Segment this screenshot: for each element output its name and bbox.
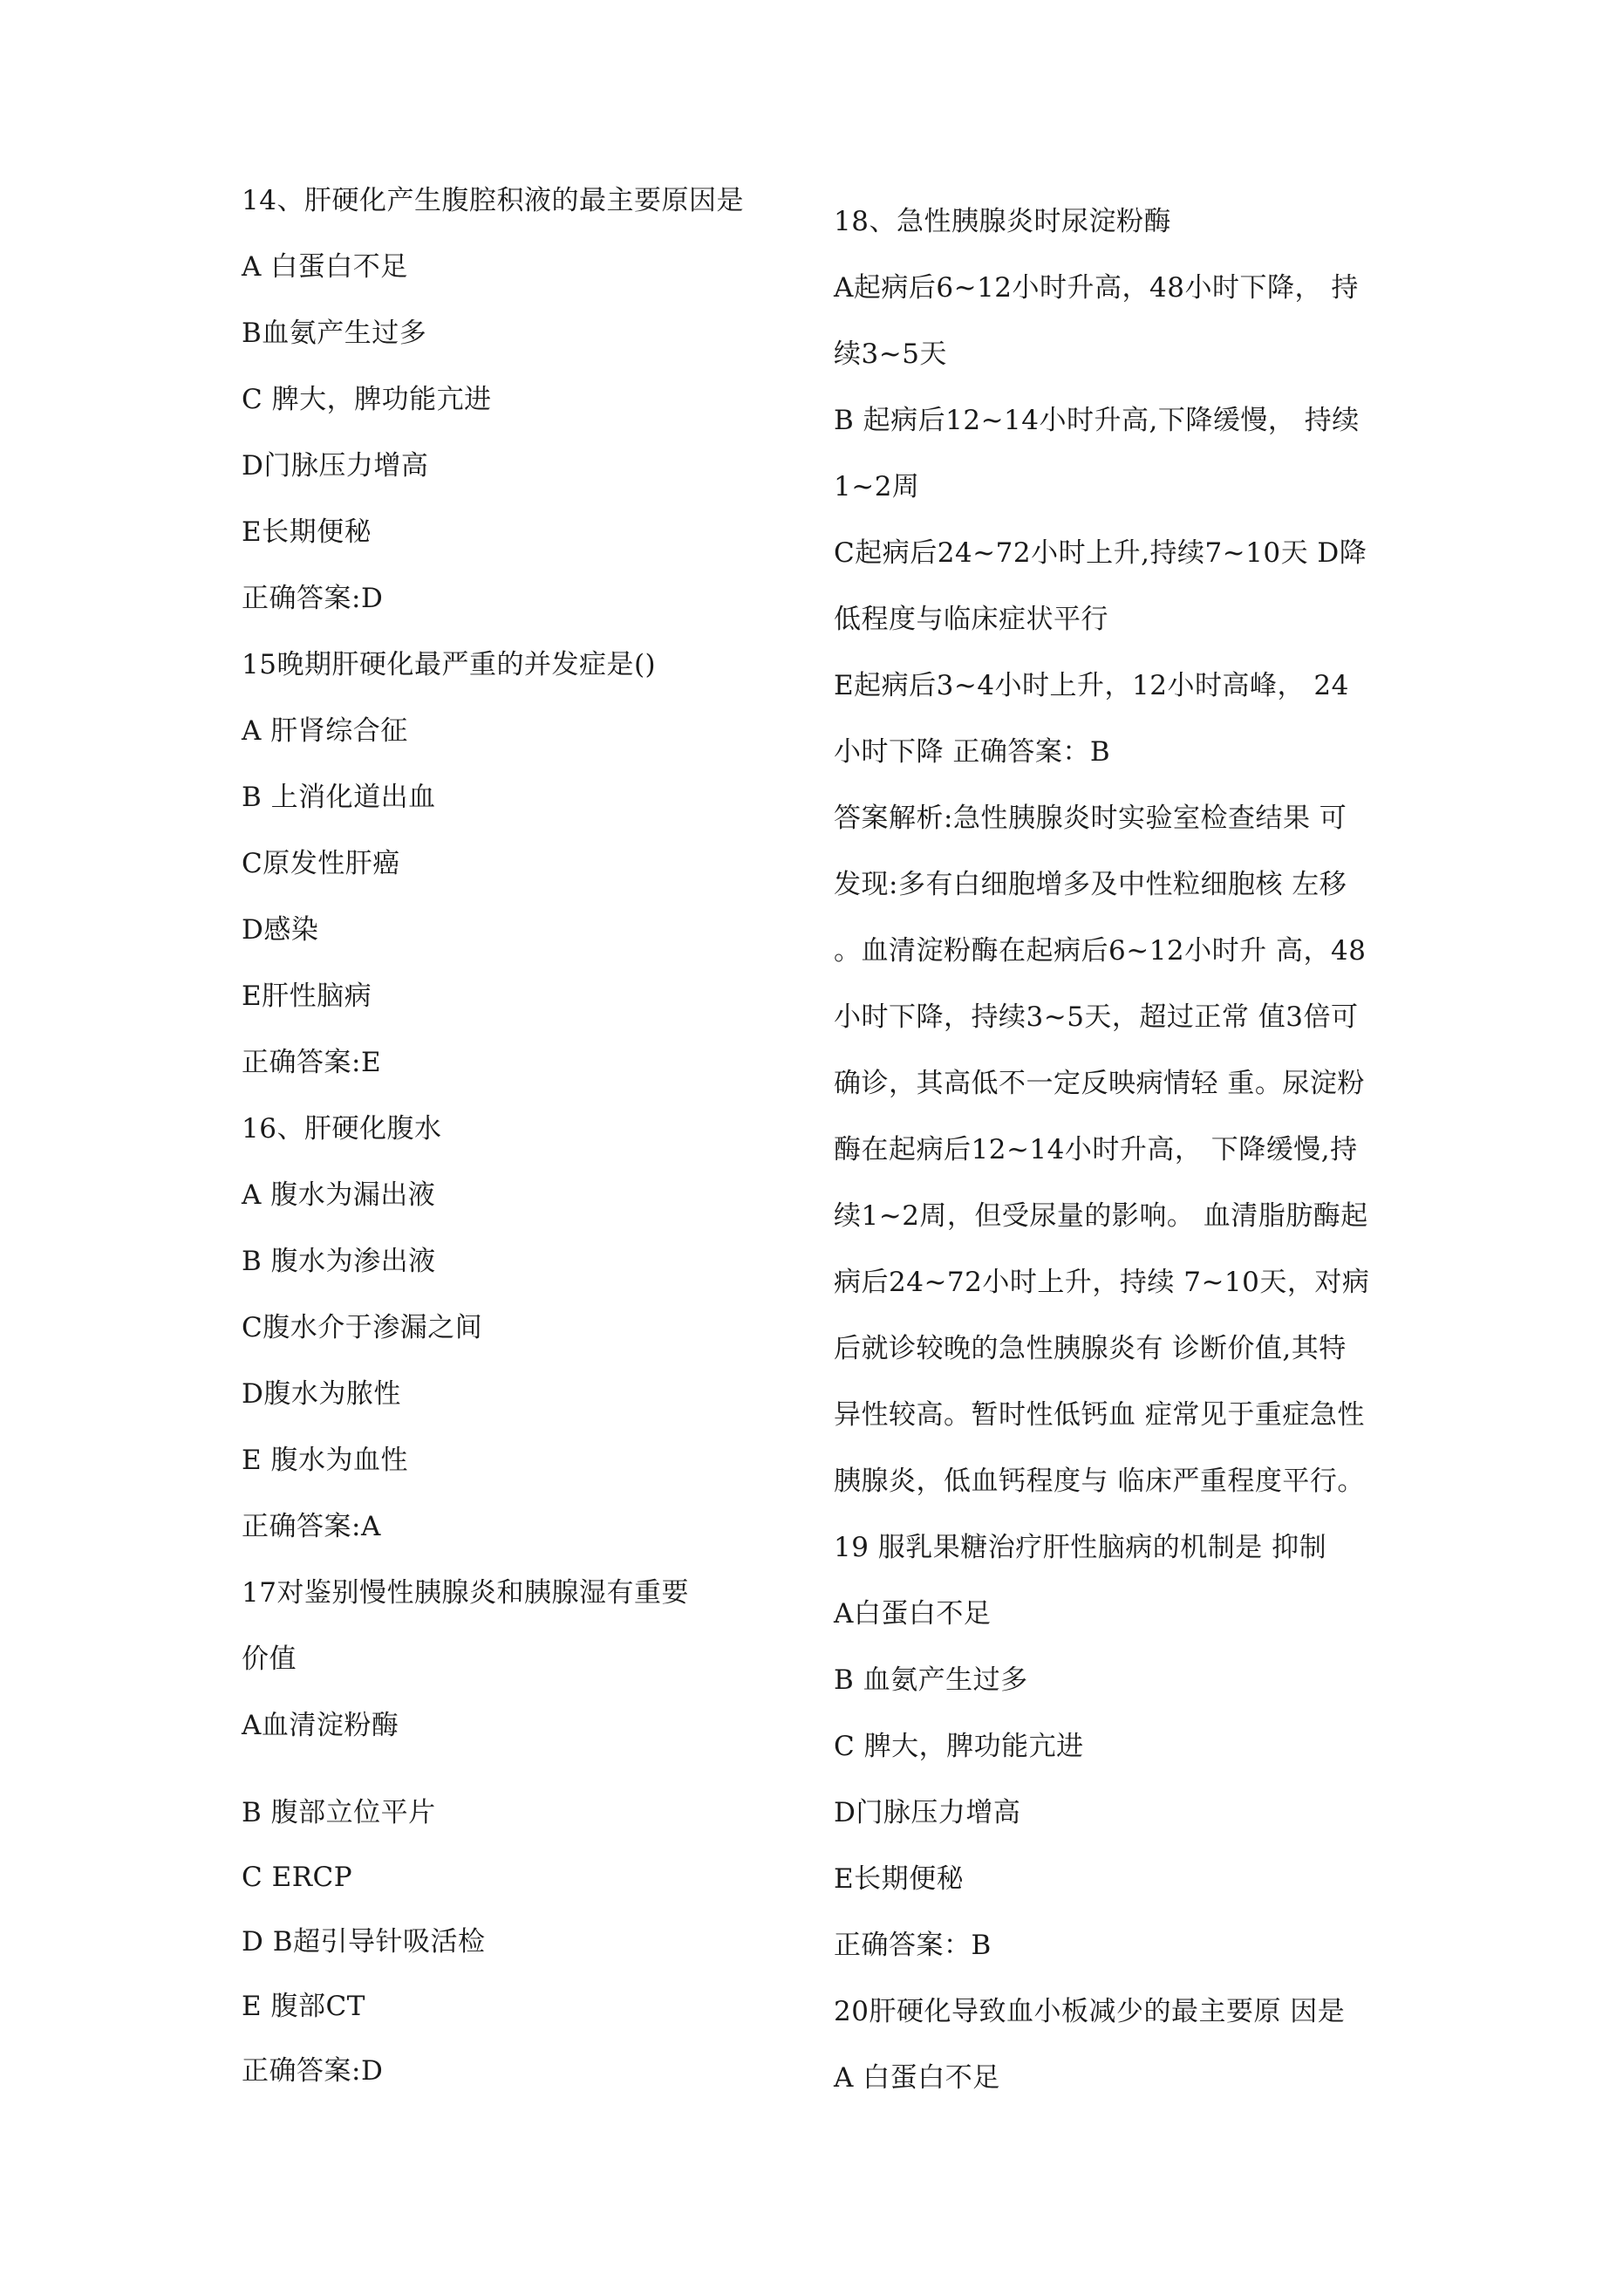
- question-14-option-c: C 脾大，脾功能亢进: [242, 384, 492, 415]
- question-15-answer: 正确答案:E: [242, 1047, 382, 1078]
- question-17-option-e: E 腹部CT: [242, 1991, 365, 2022]
- question-18-option-c: C起病后24~72小时上升,持续7~10天 D降: [834, 537, 1367, 569]
- question-17-stem-cont: 价值: [242, 1643, 297, 1675]
- question-19-option-e: E长期便秘: [834, 1863, 965, 1895]
- question-16-option-e: E 腹水为血性: [242, 1445, 408, 1476]
- question-19-option-c: C 脾大，脾功能亢进: [834, 1731, 1084, 1762]
- left-column: [0, 0, 811, 2296]
- question-18-option-d-cont: 低程度与临床症状平行: [834, 604, 1108, 635]
- question-15-option-d: D感染: [242, 914, 319, 946]
- question-19-answer: 正确答案：B: [834, 1930, 992, 1961]
- answer-explanation-line: 胰腺炎，低血钙程度与 临床严重程度平行。: [834, 1466, 1365, 1497]
- question-17-stem: 17对鉴别慢性胰腺炎和胰腺湿有重要: [242, 1577, 689, 1609]
- question-15-option-e: E肝性脑病: [242, 981, 372, 1012]
- answer-explanation-line: 后就诊较晚的急性胰腺炎有 诊断价值,其特: [834, 1333, 1347, 1364]
- question-16-option-c: C腹水介于渗漏之间: [242, 1312, 483, 1343]
- answer-explanation-line: 答案解析:急性胰腺炎时实验室检查结果 可: [834, 803, 1347, 834]
- answer-explanation-line: 病后24~72小时上升，持续 7~10天，对病: [834, 1267, 1370, 1298]
- answer-explanation-line: 发现:多有白细胞增多及中性粒细胞核 左移: [834, 869, 1347, 900]
- answer-explanation-line: 确诊，其高低不一定反映病情轻 重。尿淀粉: [834, 1068, 1365, 1099]
- question-17-option-b: B 腹部立位平片: [242, 1797, 436, 1828]
- answer-explanation-line: 。血清淀粉酶在起病后6~12小时升 高，48: [834, 935, 1367, 967]
- question-16-option-b: B 腹水为渗出液: [242, 1246, 436, 1277]
- question-14-option-b: B血氨产生过多: [242, 318, 427, 349]
- question-16-option-a: A 腹水为漏出液: [242, 1179, 436, 1211]
- question-19-option-b: B 血氨产生过多: [834, 1664, 1028, 1696]
- question-20-stem: 20肝硬化导致血小板减少的最主要原 因是: [834, 1996, 1346, 2027]
- question-19-option-a: A白蛋白不足: [834, 1598, 992, 1630]
- question-18-option-a-cont: 续3~5天: [834, 338, 947, 370]
- question-15-option-c: C原发性肝癌: [242, 848, 400, 879]
- question-18-option-e: E起病后3~4小时上升，12小时高峰， 24: [834, 670, 1349, 701]
- question-15-option-a: A 肝肾综合征: [242, 715, 408, 747]
- question-18-option-a: A起病后6~12小时升高，48小时下降， 持: [834, 272, 1359, 304]
- answer-explanation-line: 小时下降，持续3~5天，超过正常 值3倍可: [834, 1001, 1359, 1033]
- question-14-stem: 14、肝硬化产生腹腔积液的最主要原因是: [242, 185, 744, 216]
- question-17-option-a: A血清淀粉酶: [242, 1710, 399, 1741]
- question-17-option-c: C ERCP: [242, 1862, 353, 1893]
- question-14-answer: 正确答案:D: [242, 583, 384, 614]
- question-20-option-a: A 白蛋白不足: [834, 2062, 1000, 2094]
- question-16-stem: 16、肝硬化腹水: [242, 1113, 442, 1145]
- question-15-stem: 15晚期肝硬化最严重的并发症是(): [242, 649, 657, 680]
- question-19-option-d: D门脉压力增高: [834, 1797, 1021, 1828]
- question-18-answer: 小时下降 正确答案：B: [834, 736, 1111, 768]
- question-18-option-b: B 起病后12~14小时升高,下降缓慢， 持续: [834, 405, 1360, 436]
- question-17-option-d: D B超引导针吸活检: [242, 1926, 486, 1958]
- right-column: [811, 0, 1623, 2296]
- question-19-stem: 19 服乳果糖治疗肝性脑病的机制是 抑制: [834, 1532, 1327, 1563]
- question-14-option-a: A 白蛋白不足: [242, 251, 408, 283]
- answer-explanation-line: 续1~2周，但受尿量的影响。 血清脂肪酶起: [834, 1200, 1368, 1232]
- question-17-answer: 正确答案:D: [242, 2055, 384, 2087]
- answer-explanation-line: 酶在起病后12~14小时升高， 下降缓慢,持: [834, 1134, 1358, 1165]
- question-18-stem: 18、急性胰腺炎时尿淀粉酶: [834, 206, 1171, 237]
- answer-explanation-line: 异性较高。暂时性低钙血 症常见于重症急性: [834, 1399, 1365, 1431]
- question-16-answer: 正确答案:A: [242, 1511, 381, 1542]
- question-18-option-b-cont: 1~2周: [834, 471, 920, 502]
- question-16-option-d: D腹水为脓性: [242, 1378, 401, 1410]
- question-14-option-d: D门脉压力增高: [242, 450, 429, 482]
- question-15-option-b: B 上消化道出血: [242, 782, 436, 813]
- question-14-option-e: E长期便秘: [242, 516, 372, 548]
